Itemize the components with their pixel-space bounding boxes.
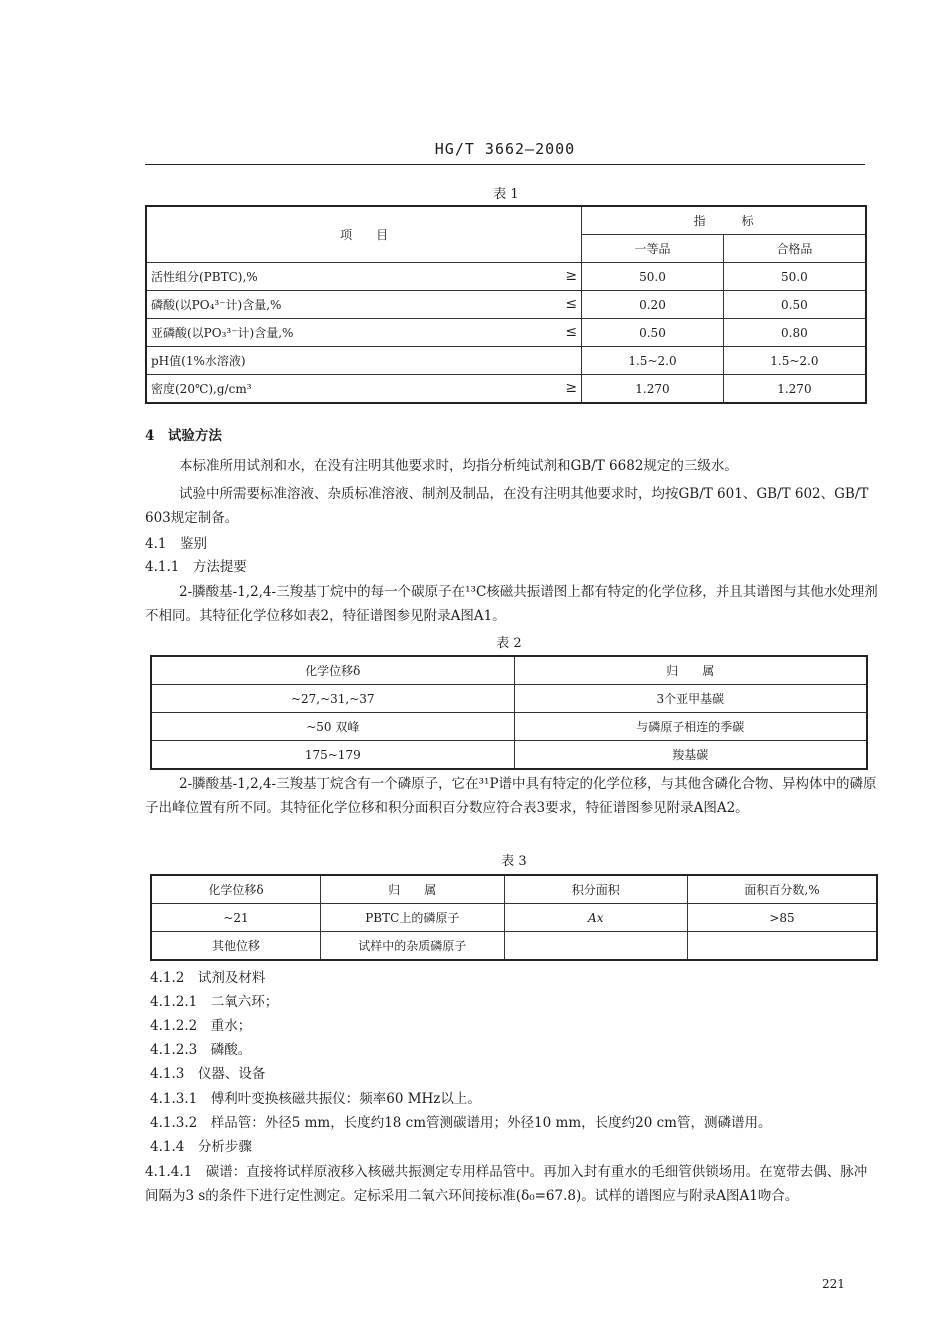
table3-head: 积分面积 — [504, 875, 687, 904]
table3-head: 化学位移δ — [151, 875, 321, 904]
list-item: 4.1.3.2 样品管：外径5 mm，长度约18 cm管测碳谱用；外径10 mm，长度约20 cm管，测磷谱用。 — [150, 1115, 772, 1131]
table3-head: 面积百分数,% — [688, 875, 878, 904]
table1-head-first-grade: 一等品 — [582, 235, 724, 263]
table3-cell — [504, 932, 687, 961]
table1-sym: ≤ — [565, 296, 578, 312]
table-row — [151, 741, 867, 770]
table1 — [145, 205, 867, 404]
table2-cell: 3个亚甲基碳 — [514, 685, 867, 713]
table3-cell: 其他位移 — [151, 932, 321, 961]
table1-item: 亚磷酸(以PO₃³⁻计)含量,% — [151, 326, 294, 340]
table-row — [151, 904, 877, 932]
table1-item: 活性组分(PBTC),% — [151, 270, 258, 284]
list-item: 4.1.2 试剂及材料 — [150, 970, 266, 986]
list-item: 4.1.2.3 磷酸。 — [150, 1042, 252, 1058]
table1-caption: 表 1 — [493, 187, 519, 202]
table1-first: 0.20 — [582, 291, 724, 319]
standard-code-header: HG/T 3662—2000 — [434, 140, 576, 158]
table3-cell: PBTC上的磷原子 — [321, 904, 505, 932]
table2-head-shift: 化学位移δ — [151, 656, 514, 685]
section-4-1-title: 4.1 鉴别 — [145, 536, 207, 552]
table1-first: 0.50 — [582, 319, 724, 347]
table-row — [146, 291, 866, 319]
section-4-title: 4 试验方法 — [145, 428, 222, 444]
page-number: 221 — [822, 1277, 845, 1291]
table3-cell — [688, 932, 878, 961]
table3-cell: >85 — [688, 904, 878, 932]
table1-head-qualified: 合格品 — [723, 235, 866, 263]
list-item: 4.1.3 仪器、设备 — [150, 1066, 266, 1082]
table3-cell: ~21 — [151, 904, 321, 932]
table2 — [150, 655, 868, 770]
para-c13: 2-膦酸基-1,2,4-三羧基丁烷中的每一个碳原子在¹³C核磁共振谱图上都有特定的化学位移，并且其谱图与其他水处理剂不相同。其特征化学位移如表2，特征谱图参见附录A图A1。 — [145, 584, 878, 624]
table2-cell: ~27,~31,~37 — [151, 685, 514, 713]
table1-qualified: 1.270 — [723, 375, 866, 404]
table1-first: 1.270 — [582, 375, 724, 404]
table1-head-item: 项 目 — [146, 206, 582, 263]
table1-qualified: 50.0 — [723, 263, 866, 291]
list-item: 4.1.3.1 傅利叶变换核磁共振仪：频率60 MHz以上。 — [150, 1091, 481, 1107]
section-4-para-2: 试验中所需要标准溶液、杂质标准溶液、制剂及制品，在没有注明其他要求时，均按GB/T 601、GB/T 602、GB/T 603规定制备。 — [145, 486, 869, 526]
table3-cell: 试样中的杂质磷原子 — [321, 932, 505, 961]
table1-qualified: 1.5~2.0 — [723, 347, 866, 375]
table1-head-index: 指 标 — [582, 206, 866, 235]
table3-head: 归 属 — [321, 875, 505, 904]
table-row — [146, 375, 866, 404]
para-carbon-spectrum: 4.1.4.1 碳谱：直接将试样原液移入核磁共振测定专用样品管中。再加入封有重水的毛细管供锁场用。在宽带去偶、脉冲间隔为3 s的条件下进行定性测定。定标采用二氧六环间接标准(δ₀=67.8)。试样的谱图应与附录A图A1吻合。 — [145, 1164, 868, 1204]
table1-first: 50.0 — [582, 263, 724, 291]
table1-qualified: 0.80 — [723, 319, 866, 347]
table-row — [151, 685, 867, 713]
table-row — [146, 319, 866, 347]
table1-item: pH值(1%水溶液) — [151, 354, 246, 368]
table-row — [146, 263, 866, 291]
table1-item: 磷酸(以PO₄³⁻计)含量,% — [151, 298, 282, 312]
table-row — [151, 932, 877, 961]
table2-cell: ~50 双峰 — [151, 713, 514, 741]
table1-sym: ≥ — [565, 380, 578, 396]
list-item: 4.1.4 分析步骤 — [150, 1139, 252, 1155]
table1-qualified: 0.50 — [723, 291, 866, 319]
list-item: 4.1.2.1 二氧六环； — [150, 994, 279, 1010]
table2-head-assignment: 归 属 — [514, 656, 867, 685]
table3 — [150, 874, 878, 961]
para-p31: 2-膦酸基-1,2,4-三羧基丁烷含有一个磷原子，它在³¹P谱中具有特定的化学位移，与其他含磷化合物、异构体中的磷原子出峰位置有所不同。其特征化学位移和积分面积百分数应符合表3要求，特征谱图参见附录A图A2。 — [145, 776, 877, 816]
table2-cell: 羧基碳 — [514, 741, 867, 770]
header-rule — [145, 164, 865, 165]
table2-cell: 175~179 — [151, 741, 514, 770]
table1-sym: ≥ — [565, 268, 578, 284]
section-4-1-1-title: 4.1.1 方法提要 — [145, 559, 247, 575]
section-4-para-1: 本标准所用试剂和水，在没有注明其他要求时，均指分析纯试剂和GB/T 6682规定的三级水。 — [179, 458, 738, 474]
table3-cell: Ax — [504, 904, 687, 932]
table2-caption: 表 2 — [496, 636, 522, 651]
table-row — [151, 713, 867, 741]
table-row — [146, 347, 866, 375]
table1-first: 1.5~2.0 — [582, 347, 724, 375]
list-item: 4.1.2.2 重水； — [150, 1018, 252, 1034]
table1-item: 密度(20℃),g/cm³ — [151, 382, 252, 396]
table1-sym: ≤ — [565, 324, 578, 340]
table2-cell: 与磷原子相连的季碳 — [514, 713, 867, 741]
table3-caption: 表 3 — [501, 854, 527, 869]
